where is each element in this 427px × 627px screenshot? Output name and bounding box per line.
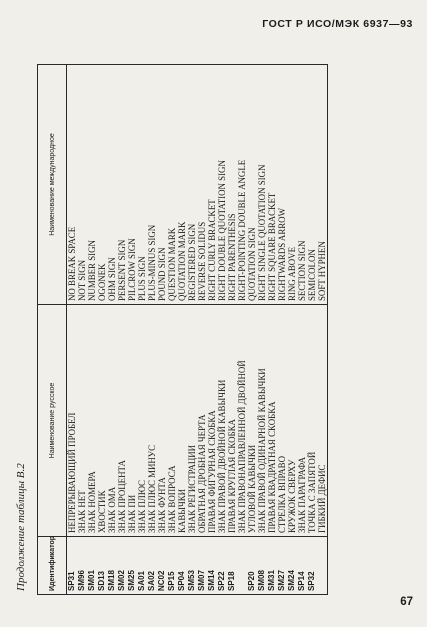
international-name-entry: RIGHT SINGLE QUOTATION SIGN xyxy=(257,164,267,301)
identifier-entry: SP32 xyxy=(307,571,316,591)
identifier-entry: SA02 xyxy=(147,570,156,591)
international-name-entry: REVERSE SOLIDUS xyxy=(197,221,207,301)
russian-name-entry: ЗНАК ПИ xyxy=(127,494,137,533)
russian-name-entry: ЗНАК ПРАВОЙ ДВОЙНОЙ КАВЫЧКИ xyxy=(217,379,227,533)
page-number: 67 xyxy=(400,596,413,608)
identifier-entry: SM96 xyxy=(77,570,86,591)
identifier-entry: SP15 xyxy=(167,571,176,591)
russian-name-entry: ЗНАК ПРОЦЕНТА xyxy=(117,460,127,533)
russian-name-entry: ЗНАК НОМЕРА xyxy=(87,471,97,533)
identifier-entry: SP18 xyxy=(227,571,236,591)
international-name-entry: RIGHT DOUBLE QUOTATION SIGN xyxy=(217,160,227,301)
international-name-entry: SECTION SIGN xyxy=(297,240,307,301)
identifier-entry: SM14 xyxy=(207,570,216,591)
international-name-entry: RIGHT SQUARE BRACKET xyxy=(267,192,277,301)
identifier-entry: SM27 xyxy=(277,570,286,591)
running-header: ГОСТ Р ИСО/МЭК 6937—93 xyxy=(262,18,413,30)
identifier-entry: SP04 xyxy=(177,571,186,591)
russian-name-entry: ПРАВАЯ КВАДРАТНАЯ СКОБКА xyxy=(267,401,277,533)
identifier-entry: SM53 xyxy=(187,570,196,591)
russian-name-entry: ТОЧКА С ЗАПЯТОЙ xyxy=(307,451,317,533)
identifier-entry: SP22 xyxy=(217,571,226,591)
international-name-entry: OHM SIGN xyxy=(107,257,117,301)
international-name-entry: POUND SIGN xyxy=(157,247,167,301)
identifier-entry: SM24 xyxy=(287,570,296,591)
international-name-entry: PLUS SIGN xyxy=(137,256,147,301)
russian-name-entry: ГИБКИЙ ДЕФИС xyxy=(317,464,327,533)
identifier-entry: SM25 xyxy=(127,570,136,591)
identifier-entry: SM02 xyxy=(117,570,126,591)
international-name-entry: QUOTATION MARK xyxy=(177,221,187,301)
table-body-row xyxy=(67,65,328,595)
international-name-entry: QUESTION MARK xyxy=(167,227,177,301)
column-header-russian: Наименование русское xyxy=(38,305,67,537)
identifier-entry: SM01 xyxy=(87,570,96,591)
symbol-names-table xyxy=(37,64,328,595)
column-header-id: Идентификатор xyxy=(38,537,67,595)
international-name-entry: REGISTERED SIGN xyxy=(187,223,197,301)
table-header-row xyxy=(38,65,67,595)
international-name-entry: RIGHTWARDS ARROW xyxy=(277,208,287,301)
russian-name-entry: ПРАВАЯ ФИГУРНАЯ СКОБКА xyxy=(207,410,217,533)
identifier-entry: SM31 xyxy=(267,570,276,591)
russian-name-entry: ЗНАК ПРАВОЙ ОДИНАРНОЙ КАВЫЧКИ xyxy=(257,368,267,533)
identifier-entry: SM18 xyxy=(107,570,116,591)
international-name-entry: NOT SIGN xyxy=(77,259,87,301)
identifier-entry: SA01 xyxy=(137,570,146,591)
international-name-entry: PLUS-MINUS SIGN xyxy=(147,224,157,301)
russian-name-entry: КАВЫЧКИ xyxy=(177,488,187,533)
international-name-entry: PERSENT SIGN xyxy=(117,239,127,301)
international-name-entry: NUMBER SIGN xyxy=(87,240,97,301)
international-name-entry: RIGHT PARENTHESIS xyxy=(227,213,237,301)
rotated-table-area xyxy=(14,65,400,595)
russian-column-cell xyxy=(67,305,328,537)
international-name-entry: SOFT HYPHEN xyxy=(317,241,327,301)
identifier-entry: NC02 xyxy=(157,570,166,591)
russian-name-entry: ЗНАК ПРАВОНАПРАВЛЕННОЙ ДВОЙНОЙ xyxy=(237,360,247,533)
russian-name-entry: УГЛОВОЙ КАВЫЧКИ xyxy=(247,444,257,533)
russian-name-entry: ЗНАК ПЛЮС xyxy=(137,480,147,533)
international-name-entry: OGONEK xyxy=(97,263,107,301)
id-column-cell xyxy=(67,537,328,595)
international-name-entry: PILCROW SIGN xyxy=(127,238,137,301)
international-name-entry: SEMICOLON xyxy=(307,249,317,301)
russian-name-entry: ЗНАК ВОПРОСА xyxy=(167,465,177,533)
identifier-entry: SD13 xyxy=(97,570,106,591)
international-name-entry: NO BREAK SPACE xyxy=(67,226,77,301)
russian-name-entry: КРУЖОК СВЕРХУ xyxy=(287,459,297,533)
russian-name-entry: ЗНАК ОМА xyxy=(107,486,117,533)
international-name-entry: RING ABOVE xyxy=(287,247,297,301)
identifier-entry: SP31 xyxy=(67,571,76,591)
identifier-entry: SM07 xyxy=(197,570,206,591)
table-caption: Продолжение таблицы В.2 xyxy=(15,463,27,591)
international-name-entry: RIGHT-POINTING DOUBLE ANGLE xyxy=(237,159,247,301)
russian-name-entry: СТРЕЛКА ВПРАВО xyxy=(277,455,287,533)
identifier-entry: SP20 xyxy=(247,571,256,591)
identifier-entry: SM08 xyxy=(257,570,266,591)
russian-name-entry: ЗНАК ФУНТА xyxy=(157,477,167,533)
russian-name-entry: ЗНАК ПАРАГРАФА xyxy=(297,456,307,533)
identifier-entry: SP14 xyxy=(297,571,306,591)
russian-name-entry: ХВОСТИК xyxy=(97,490,107,533)
russian-name-entry: ЗНАК НЕТ xyxy=(77,490,87,533)
column-header-international: Наименование международное xyxy=(38,65,67,305)
russian-name-entry: ЗНАК ПЛЮС МИНУС xyxy=(147,444,157,533)
international-column-cell xyxy=(67,65,328,305)
russian-name-entry: ПРАВАЯ КРУГЛАЯ СКОБКА xyxy=(227,419,237,533)
russian-name-entry: ОБРАТНАЯ ДРОБНАЯ ЧЕРТА xyxy=(197,414,207,533)
international-name-entry: RIGHT CURLY BRACKET xyxy=(207,199,217,301)
russian-name-entry: НЕПРЕРЫВАЮЩИЙ ПРОБЕЛ xyxy=(67,412,77,533)
russian-name-entry: ЗНАК РЕГИСТРАЦИИ xyxy=(187,444,197,533)
identifier-entry xyxy=(237,540,247,591)
international-name-entry: QUOTATION SIGN xyxy=(247,227,257,301)
